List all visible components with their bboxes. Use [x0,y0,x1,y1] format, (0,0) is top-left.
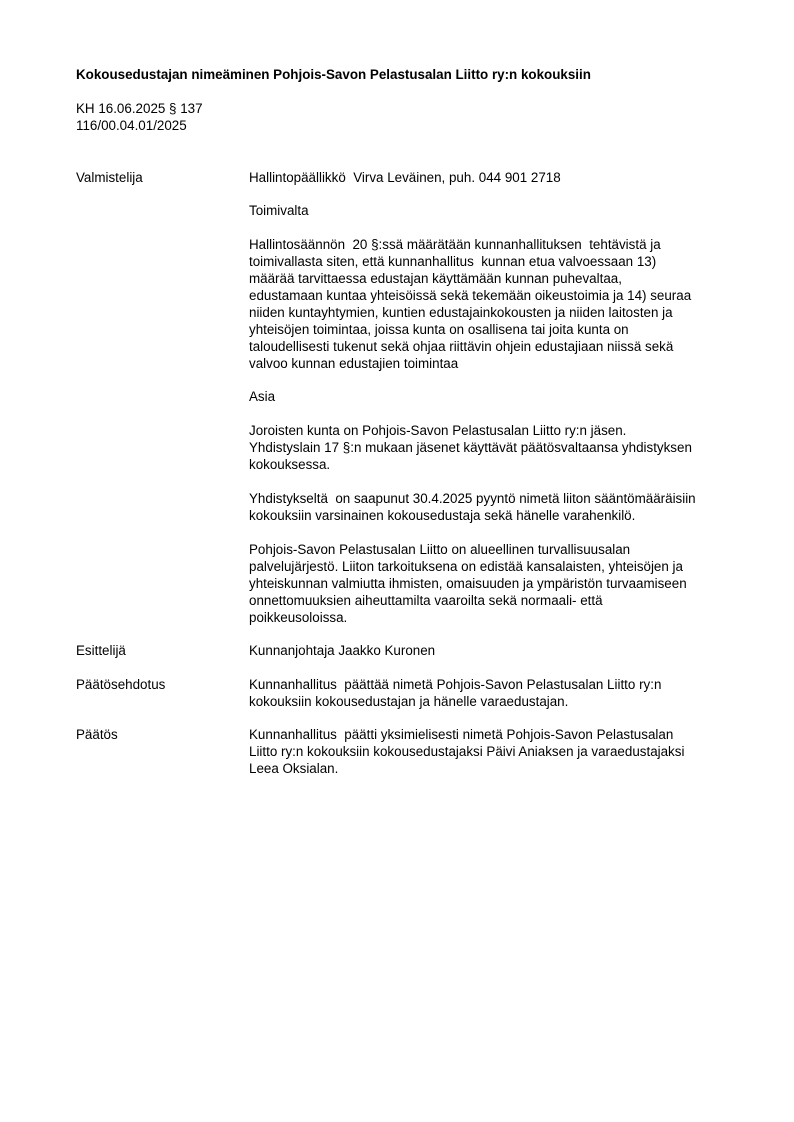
heading-toimivalta: Toimivalta [249,203,309,218]
text-line: Liitto ry:n kokouksiin kokousedustajaksi Päivi Aniaksen ja varaedustajaksi [249,744,685,759]
presenter-line: Kunnanjohtaja Jaakko Kuronen [249,643,436,658]
section-esittelija [249,642,749,659]
text-line: yhteisöjen toimintaa, joissa kunta on osallisena tai joita kunta on [249,322,629,337]
text-line: kokouksessa. [249,457,331,472]
text-line: valvoo kunnan edustajien toimintaa [249,356,459,371]
text-line: Pohjois-Savon Pelastusalan Liitto on alueellinen turvallisuusalan [249,542,631,557]
text-line: yhteiskunnan valmiutta ihmisten, omaisuuden ja ympäristön turvaamiseen [249,576,687,591]
text-line: Kunnanhallitus päätti yksimielisesti nimetä Pohjois-Savon Pelastusalan [249,727,674,742]
text-line: taloudellisesti tukenut sekä ohjaa riittävin ohjein edustajiaan niissä sekä [249,339,674,354]
text-line: Yhdistyslain 17 §:n mukaan jäsenet käyttävät päätösvaltaansa yhdistyksen [249,440,692,455]
text-line: määrää tarvittaessa edustajan käyttämään kunnan puhevaltaa, [249,271,622,286]
paragraph-asia-1 [249,422,749,473]
text-line: toimivallasta siten, että kunnanhallitus kunnan etua valvoessaan 13) [249,254,657,269]
label-paatos: Päätös [76,727,118,742]
paragraph-toimivalta [249,236,749,372]
section-paatos [249,726,749,777]
text-line: palvelujärjestö. Liiton tarkoituksena on edistää kansalaisten, yhteisöjen ja [249,559,683,574]
heading-toimivalta-block [249,202,749,219]
paragraph-asia-2 [249,490,749,524]
label-paatosehdotus: Päätösehdotus [76,677,166,692]
text-line: edustamaan kuntaa yhteisöissä sekä tekemään oikeustoimia ja 14) seuraa [249,288,692,303]
document-meta [76,100,203,134]
section-valmistelija [249,169,749,186]
text-line: Leea Oksialan. [249,761,339,776]
text-line: kokouksiin varsinainen kokousedustaja sekä hänelle varahenkilö. [249,508,636,523]
text-line: poikkeusoloissa. [249,610,348,625]
text-line: Hallintosäännön 20 §:ssä määrätään kunnanhallituksen tehtävistä ja [249,237,661,252]
preparer-line: Hallintopäällikkö Virva Leväinen, puh. 044 901 2718 [249,170,561,185]
document-title: Kokousedustajan nimeäminen Pohjois-Savon Pelastusalan Liitto ry:n kokouksiin [76,67,591,82]
text-line: Joroisten kunta on Pohjois-Savon Pelastusalan Liitto ry:n jäsen. [249,423,627,438]
paragraph-asia-3 [249,541,749,626]
meeting-reference: KH 16.06.2025 § 137 [76,101,203,116]
text-line: Kunnanhallitus päättää nimetä Pohjois-Savon Pelastusalan Liitto ry:n [249,677,662,692]
heading-asia: Asia [249,389,276,404]
text-line: Yhdistykseltä on saapunut 30.4.2025 pyyntö nimetä liiton sääntömääräisiin [249,491,696,506]
diary-number: 116/00.04.01/2025 [76,118,187,133]
text-line: niiden kuntayhtymien, kuntien edustajainkokousten ja niiden laitosten ja [249,305,673,320]
section-paatosehdotus [249,676,749,710]
text-line: onnettomuuksien aiheuttamilta vaaroilta sekä normaali- että [249,593,603,608]
label-esittelija: Esittelijä [76,643,126,658]
label-valmistelija: Valmistelija [76,170,143,185]
text-line: kokouksiin kokousedustajan ja hänelle varaedustajan. [249,694,569,709]
heading-asia-block [249,388,749,405]
